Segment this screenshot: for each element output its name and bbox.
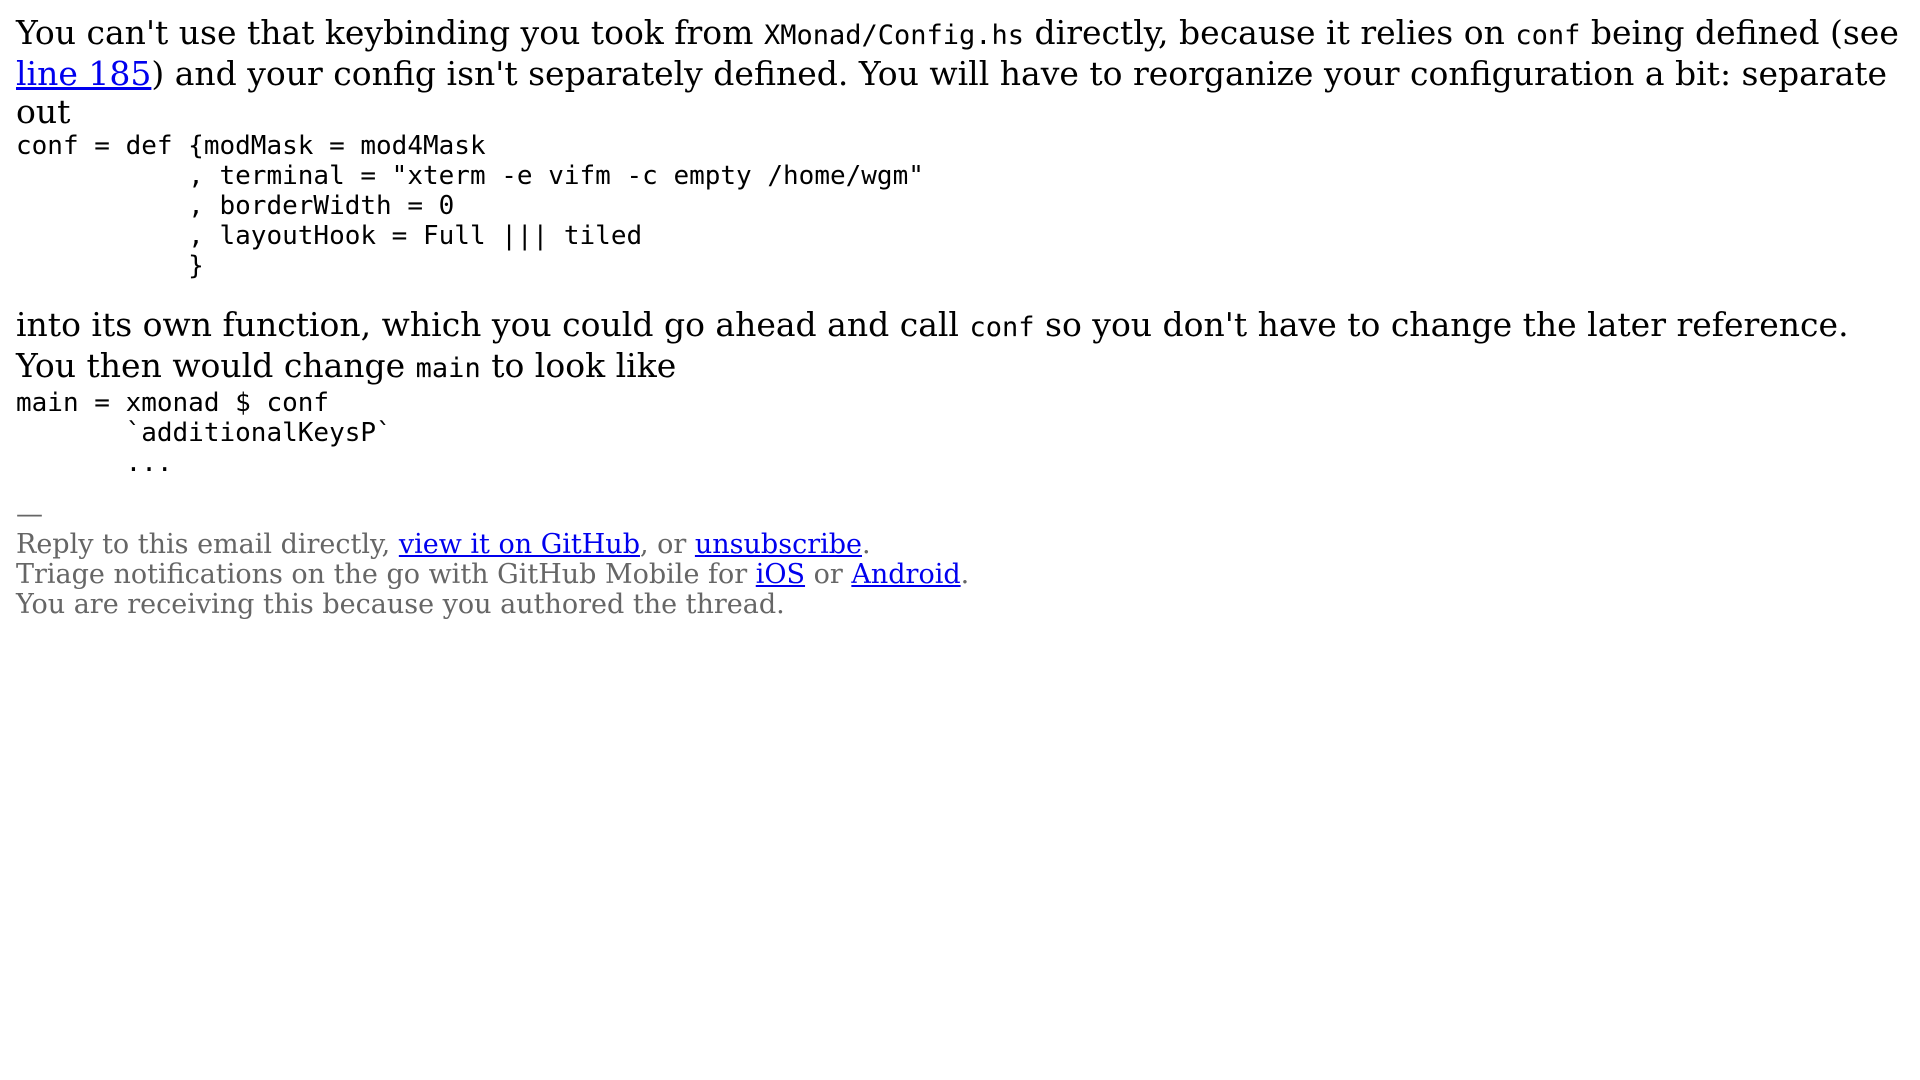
paragraph-text: so you don't have to change the later reference. You then would change: [16, 305, 1849, 385]
period: .: [862, 529, 871, 560]
paragraph-text: ) and your config isn't separately defined. You will have to reorganize your configuration a bit: separate out: [16, 54, 1888, 131]
paragraph-intro: [16, 14, 1906, 131]
inline-code-config-path: XMonad/Config.hs: [763, 20, 1025, 51]
triage-line: [16, 560, 1906, 590]
paragraph-function: [16, 306, 1906, 388]
android-link[interactable]: Android: [851, 559, 961, 590]
code-block-conf: conf = def {modMask = mod4Mask , terminal = "xterm -e vifm -c empty /home/wgm" , borderWidth = 0 , layoutHook = Full ||| tiled }: [16, 131, 924, 281]
inline-code-conf: conf: [969, 312, 1035, 343]
view-on-github-link[interactable]: view it on GitHub: [398, 529, 640, 560]
inline-code-main: main: [415, 353, 481, 384]
unsubscribe-link[interactable]: unsubscribe: [694, 529, 862, 560]
or-text: or: [805, 559, 852, 590]
line-185-link[interactable]: line 185: [16, 54, 152, 93]
email-body: [16, 14, 1906, 620]
receiving-reason: You are receiving this because you authored the thread.: [16, 589, 785, 620]
reply-line: [16, 530, 1906, 560]
period: .: [960, 559, 970, 590]
inline-code-conf: conf: [1515, 20, 1581, 51]
signature-separator: —: [16, 499, 43, 530]
paragraph-text: You can't use that keybinding you took from: [16, 13, 764, 52]
or-text: , or: [639, 529, 695, 560]
ios-link[interactable]: iOS: [755, 559, 806, 590]
email-footer: [16, 500, 1906, 620]
paragraph-text: into its own function, which you could go ahead and call: [16, 305, 970, 344]
triage-text: Triage notifications on the go with GitHub Mobile for: [16, 559, 756, 590]
code-block-main: main = xmonad $ conf `additionalKeysP` ...: [16, 388, 392, 478]
paragraph-text: being defined (see: [1580, 13, 1899, 52]
paragraph-text: to look like: [480, 346, 677, 385]
paragraph-text: directly, because it relies on: [1024, 13, 1516, 52]
reply-text: Reply to this email directly,: [16, 529, 399, 560]
